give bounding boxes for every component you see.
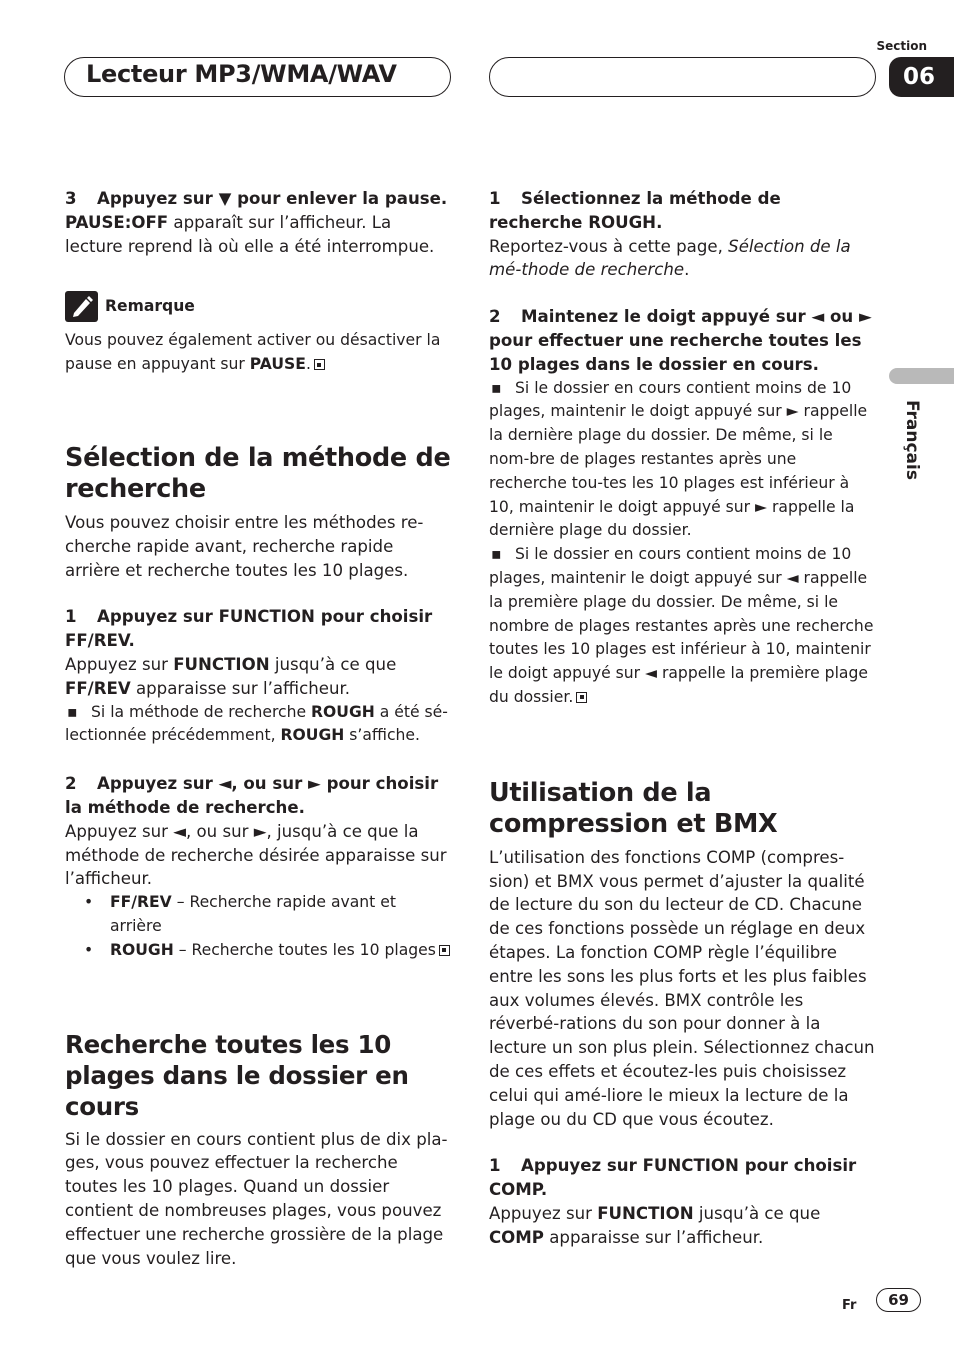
- section-heading: Utilisation de la compression et BMX: [489, 777, 778, 839]
- paragraph: Appuyez sur FUNCTION jusqu’à ce que FF/REV apparaisse sur l’afficheur.: [65, 654, 397, 698]
- remark-text: Vous pouvez également activer ou désactiver la pause en appuyant sur PAUSE.: [65, 331, 441, 374]
- page-number: 69: [876, 1288, 921, 1312]
- section-label: Section: [876, 39, 927, 53]
- left-column: [65, 187, 451, 1270]
- remark-heading: Remarque: [65, 291, 451, 322]
- end-mark-icon: [576, 692, 587, 703]
- step-heading: 3 Appuyez sur ▼ pour enlever la pause.: [65, 189, 448, 208]
- list-item: ▪ Si le dossier en cours contient moins de 10 plages, maintenir le doigt appuyé sur ◄ rappelle la première plage du dossier. De même, si le nombre de plages restantes après une recherche toutes les 10 plages est inférieur à 10, maintenir le doigt appuyé sur ◄ rappelle la première plage du dossier.: [489, 543, 876, 710]
- pencil-icon: [65, 291, 98, 322]
- paragraph: Si le dossier en cours contient plus de dix pla-ges, vous pouvez effectuer la recherche toutes les 10 plages. Quand un dossier contient de nombreuses plages, vous pouvez effectuer une recherche grossière de la plage que vous voulez lire.: [65, 1129, 448, 1268]
- page-title: Lecteur MP3/WMA/WAV: [86, 60, 397, 88]
- list-item: • FF/REV – Recherche rapide avant et arrière: [65, 891, 451, 939]
- header-right-frame: [489, 57, 876, 97]
- step-heading: 1 Sélectionnez la méthode de recherche ROUGH.: [489, 189, 781, 232]
- step-heading: 2 Appuyez sur ◄, ou sur ► pour choisir la méthode de recherche.: [65, 774, 439, 817]
- end-mark-icon: [314, 359, 325, 370]
- step-heading: 1 Appuyez sur FUNCTION pour choisir COMP.: [489, 1156, 857, 1200]
- paragraph: Reportez-vous à cette page, Sélection de la mé-thode de recherche.: [489, 236, 851, 280]
- list-item: ▪ Si le dossier en cours contient moins de 10 plages, maintenir le doigt appuyé sur ► rappelle la dernière plage du dossier. De même, si le nom-bre de plages restantes après une recherche tou-tes les 10 plages est inférieur à 10, maintenir le doigt appuyé sur ► rappelle la dernière plage du dossier.: [489, 377, 876, 544]
- list-item: ▪ Si la méthode de recherche ROUGH a été sé-lectionnée précédemment, ROUGH s’affiche.: [65, 701, 451, 749]
- section-number: 06: [889, 57, 954, 97]
- step-heading: 1 Appuyez sur FUNCTION pour choisir FF/REV.: [65, 607, 433, 651]
- language-label: Français: [902, 400, 922, 480]
- paragraph: Appuyez sur FUNCTION jusqu’à ce que COMP apparaisse sur l’afficheur.: [489, 1203, 821, 1247]
- paragraph: Appuyez sur ◄, ou sur ►, jusqu’à ce que la méthode de recherche désirée apparaisse sur l’afficheur.: [65, 821, 447, 889]
- section-heading: Sélection de la méthode de recherche: [65, 442, 451, 504]
- language-code: Fr: [842, 1298, 857, 1313]
- paragraph: PAUSE:OFF apparaît sur l’afficheur. La lecture reprend là où elle a été interrompue.: [65, 212, 435, 256]
- list-item: • ROUGH – Recherche toutes les 10 plages: [65, 939, 451, 963]
- step-heading: 2 Maintenez le doigt appuyé sur ◄ ou ► pour effectuer une recherche toutes les 10 plages dans le dossier en cours.: [489, 307, 872, 374]
- end-mark-icon: [439, 945, 450, 956]
- right-column: [489, 187, 876, 1249]
- section-heading: Recherche toutes les 10 plages dans le dossier en cours: [65, 1029, 409, 1121]
- language-tab: [889, 368, 954, 384]
- paragraph: Vous pouvez choisir entre les méthodes re-cherche rapide avant, recherche rapide arrière et recherche toutes les 10 plages.: [65, 512, 424, 580]
- paragraph: L’utilisation des fonctions COMP (compres-sion) et BMX vous permet d’ajuster la qualité de lecture du son du lecteur de CD. Chacune de ces fonctions possède un réglage en deux étapes. La fonction COMP règle l’équilibre entre les sons les plus forts et les plus faibles aux volumes élevés. BMX contrôle les réverbé-rations du son pour donner à la lecture un son plus plein. Sélectionnez chacun de ces effets et écoutez-les puis choisissez celui qui amé-liore le mieux la lecture de la plage ou du CD que vous écoutez.: [489, 847, 875, 1129]
